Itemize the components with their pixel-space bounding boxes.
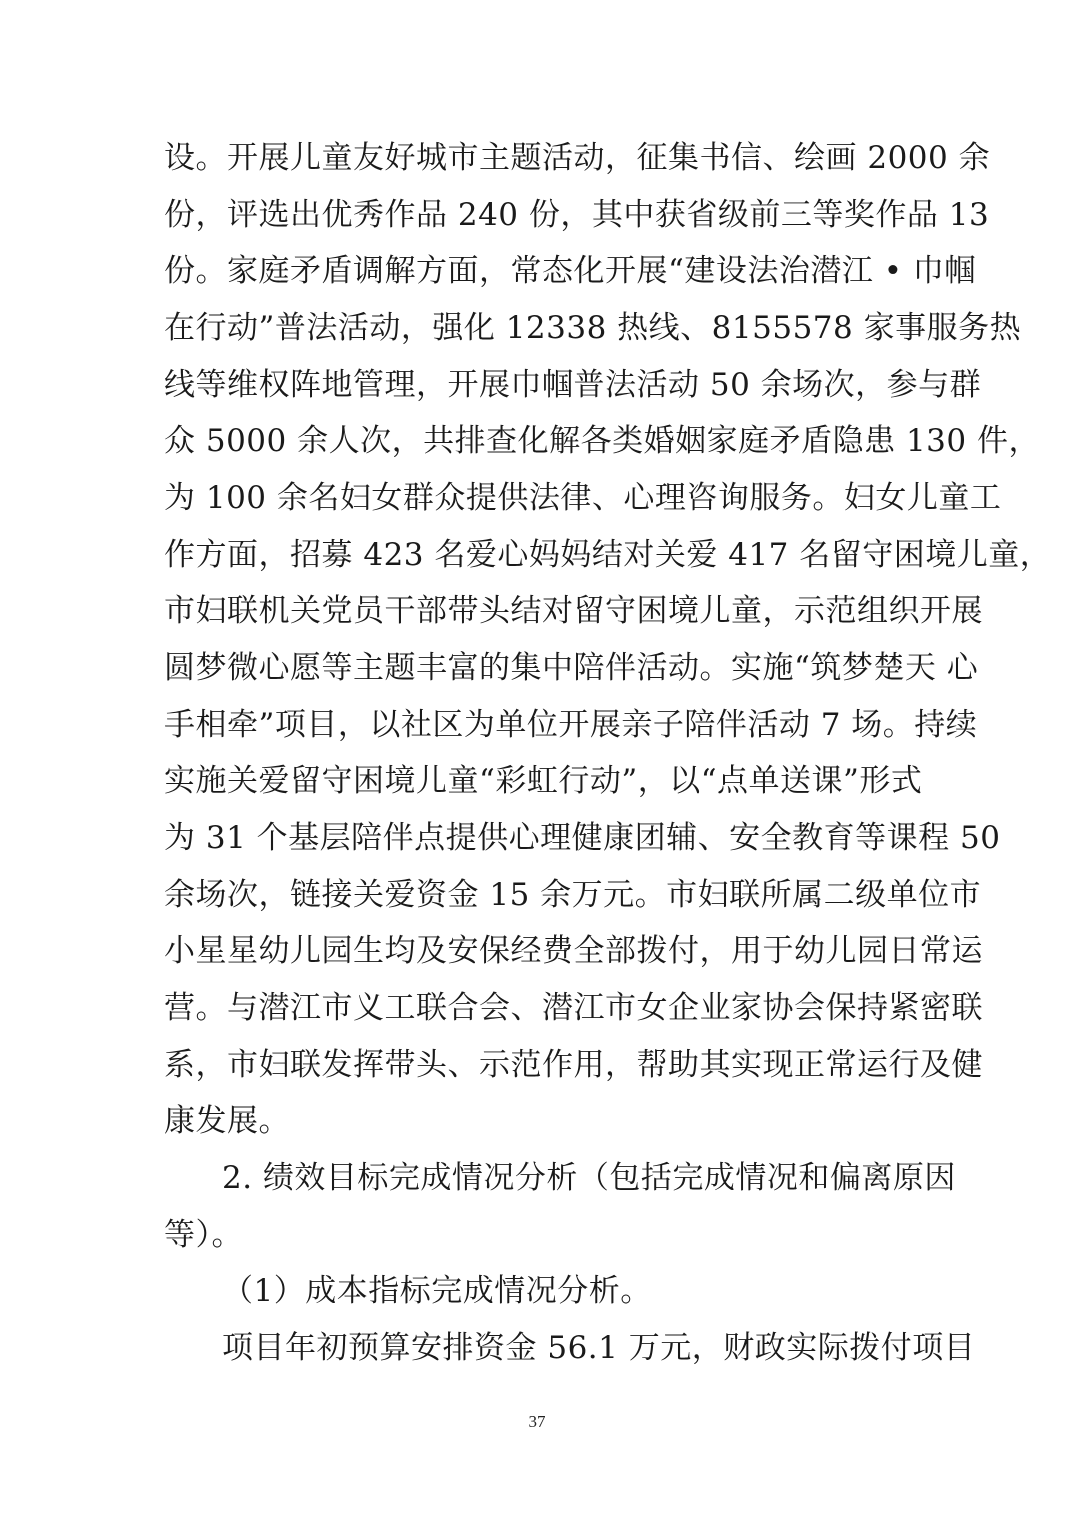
text-line-5: 线等维权阵地管理，开展巾帼普法活动 50 余场次，参与群 <box>164 367 982 403</box>
text-line-14: 余场次，链接关爱资金 15 余万元。市妇联所属二级单位市 <box>164 877 982 913</box>
text-line-17: 系，市妇联发挥带头、示范作用，帮助其实现正常运行及健 <box>164 1047 983 1083</box>
text-line-19: 2. 绩效目标完成情况分析（包括完成情况和偏离原因 <box>222 1160 956 1196</box>
text-line-16: 营。与潜江市义工联合会、潜江市女企业家协会保持紧密联 <box>164 990 983 1026</box>
text-line-20: 等）。 <box>164 1217 243 1253</box>
text-line-22: 项目年初预算安排资金 56.1 万元，财政实际拨付项目 <box>222 1330 976 1366</box>
text-line-11: 手相牵”项目，以社区为单位开展亲子陪伴活动 7 场。持续 <box>164 707 978 743</box>
text-line-2: 份，评选出优秀作品 240 份，其中获省级前三等奖作品 13 <box>164 197 990 233</box>
text-line-13: 为 31 个基层陪伴点提供心理健康团辅、安全教育等课程 50 <box>164 820 1001 856</box>
text-line-7: 为 100 余名妇女群众提供法律、心理咨询服务。妇女儿童工 <box>164 480 1002 516</box>
text-line-3: 份。家庭矛盾调解方面，常态化开展“建设法治潜江 • 巾帼 <box>164 253 976 289</box>
text-line-8: 作方面，招募 423 名爱心妈妈结对关爱 417 名留守困境儿童， <box>164 537 1052 573</box>
page-number: 37 <box>528 1412 546 1431</box>
text-line-12: 实施关爱留守困境儿童“彩虹行动”，以“点单送课”形式 <box>164 763 923 799</box>
text-line-10: 圆梦微心愿等主题丰富的集中陪伴活动。实施“筑梦楚天 心 <box>164 650 979 686</box>
text-line-1: 设。开展儿童友好城市主题活动，征集书信、绘画 2000 余 <box>164 140 991 176</box>
text-line-9: 市妇联机关党员干部带头结对留守困境儿童，示范组织开展 <box>164 593 983 629</box>
text-line-4: 在行动”普法活动，强化 12338 热线、8155578 家事服务热 <box>164 310 1022 346</box>
text-line-21: （1）成本指标完成情况分析。 <box>222 1273 652 1309</box>
text-line-15: 小星星幼儿园生均及安保经费全部拨付，用于幼儿园日常运 <box>164 933 983 969</box>
text-line-18: 康发展。 <box>164 1103 290 1139</box>
text-line-6: 众 5000 余人次，共排查化解各类婚姻家庭矛盾隐患 130 件， <box>164 423 1040 459</box>
